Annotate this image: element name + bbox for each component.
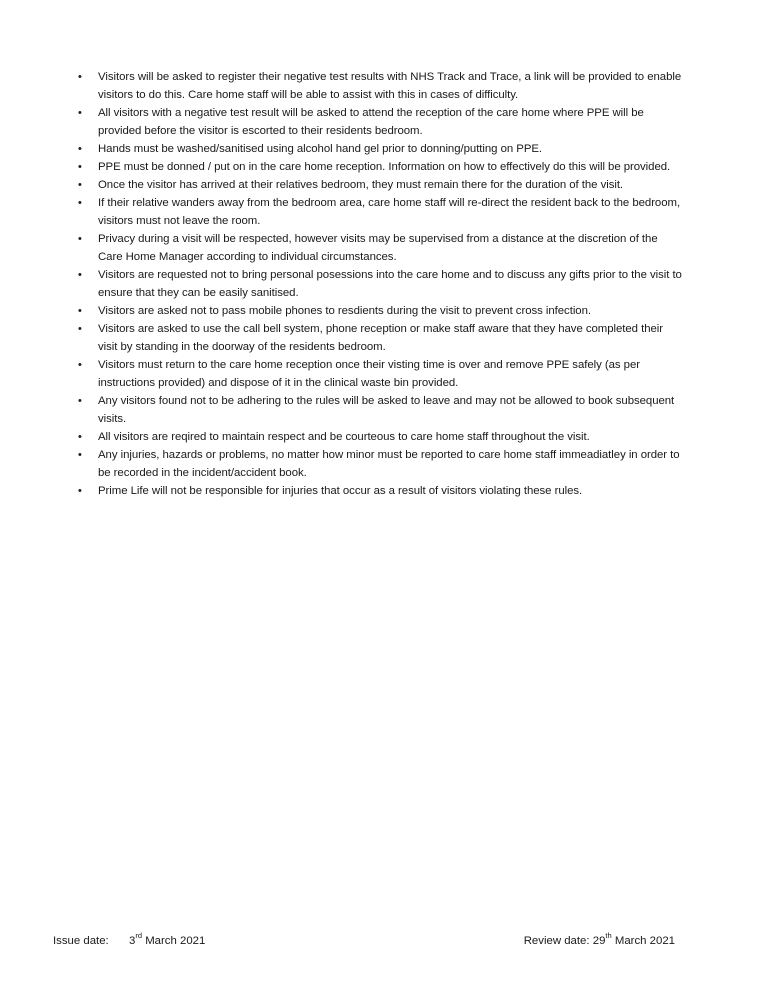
- rule-text: All visitors are reqired to maintain respect and be courteous to care home staff throughout the visit.: [98, 431, 590, 443]
- rule-text: Once the visitor has arrived at their relatives bedroom, they must remain there for the duration of the visit.: [98, 179, 624, 191]
- review-date-month-year: March 2021: [614, 935, 675, 947]
- rule-item: [75, 302, 685, 320]
- bullet-icon: •: [78, 395, 82, 407]
- issue-date-month-year: March 2021: [145, 935, 206, 947]
- rule-text: Any injuries, hazards or problems, no matter how minor must be reported to care home staff immeadiatley in order to be recorded in the incident/accident book.: [98, 449, 680, 479]
- rule-text: Prime Life will not be responsible for injuries that occur as a result of visitors violating these rules.: [98, 485, 583, 497]
- rule-text: All visitors with a negative test result will be asked to attend the reception of the care home where PPE will be provided before the visitor is escorted to their residents bedroom.: [98, 107, 644, 137]
- review-date-day-suffix: th: [605, 931, 612, 941]
- rule-text: PPE must be donned / put on in the care home reception. Information on how to effectively do this will be provided.: [98, 161, 671, 173]
- bullet-icon: •: [78, 305, 82, 317]
- rule-item: [75, 230, 685, 266]
- rule-item: [75, 158, 685, 176]
- rule-text: If their relative wanders away from the bedroom area, care home staff will re-direct the resident back to the bedroom, visitors must not leave the room.: [98, 197, 681, 227]
- bullet-icon: •: [78, 233, 82, 245]
- rule-item: [75, 446, 685, 482]
- issue-date-day-suffix: rd: [135, 931, 143, 941]
- bullet-icon: •: [78, 161, 82, 173]
- rule-text: Hands must be washed/sanitised using alcohol hand gel prior to donning/putting on PPE.: [98, 143, 543, 155]
- bullet-icon: •: [78, 485, 82, 497]
- rule-item: [75, 266, 685, 302]
- rule-item: [75, 320, 685, 356]
- bullet-icon: •: [78, 197, 82, 209]
- issue-date: [53, 932, 205, 950]
- rule-text: Visitors are asked not to pass mobile phones to resdients during the visit to prevent cross infection.: [98, 305, 591, 317]
- issue-date-day: 3: [129, 935, 136, 947]
- bullet-icon: •: [78, 107, 82, 119]
- bullet-icon: •: [78, 449, 82, 461]
- bullet-icon: •: [78, 269, 82, 281]
- rule-text: Visitors are requested not to bring personal posessions into the care home and to discuss any gifts prior to the visit to ensure that they can be easily sanitised.: [98, 269, 682, 299]
- bullet-icon: •: [78, 359, 82, 371]
- bullet-icon: •: [78, 71, 82, 83]
- rule-item: [75, 194, 685, 230]
- rule-item: [75, 68, 685, 104]
- rule-item: [75, 140, 685, 158]
- bullet-icon: •: [78, 143, 82, 155]
- bullet-icon: •: [78, 179, 82, 191]
- rule-item: [75, 428, 685, 446]
- rule-text: Visitors are asked to use the call bell system, phone reception or make staff aware that they have completed their visit by standing in the doorway of the residents bedroom.: [98, 323, 663, 353]
- rule-text: Visitors must return to the care home reception once their visting time is over and remove PPE safely (as per instructions provided) and dispose of it in the clinical waste bin provided.: [98, 359, 640, 389]
- rule-item: [75, 482, 685, 500]
- review-date-label: Review date:: [523, 935, 590, 947]
- rule-item: [75, 392, 685, 428]
- review-date: [524, 932, 675, 950]
- rule-text: Visitors will be asked to register their negative test results with NHS Track and Trace, a link will be provided to enable visitors to do this. Care home staff will be able to assist with this in cases of difficulty.: [98, 71, 682, 101]
- rule-item: [75, 104, 685, 140]
- issue-date-label: Issue date:: [53, 935, 109, 947]
- rule-item: [75, 176, 685, 194]
- rule-text: Any visitors found not to be adhering to the rules will be asked to leave and may not be allowed to book subsequent visits.: [98, 395, 675, 425]
- visitor-rules-list: [75, 68, 685, 500]
- bullet-icon: •: [78, 431, 82, 443]
- rule-item: [75, 356, 685, 392]
- rule-text: Privacy during a visit will be respected, however visits may be supervised from a distance at the discretion of the Care Home Manager according to individual circumstances.: [98, 233, 658, 263]
- bullet-icon: •: [78, 323, 82, 335]
- page-footer: [0, 932, 768, 950]
- review-date-day: 29: [592, 935, 606, 947]
